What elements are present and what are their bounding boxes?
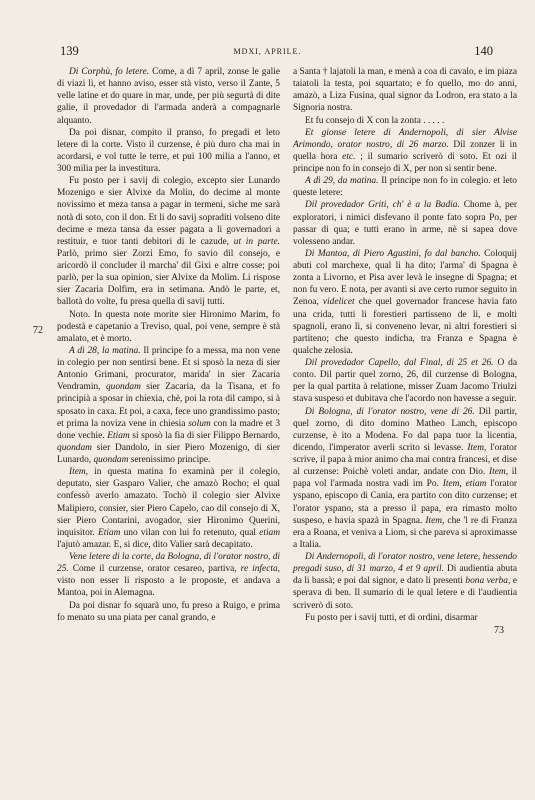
running-title: MDXI, APRILE.	[233, 47, 302, 56]
paragraph: A dì 28, la matina. Il principe fo a messa, ma non vene in colegio per non sentirsi bene. Et si sposò la neza di sier Antonio Grimani, procurator, marida' in sier Zacaria Vendramin, quondam sier Zacaria, da la Tisana, et fo principià a sposar in chiexia, chè, poi la rota dil campo, si à sposato in caxa. Et poi, a caxa, fece uno grandissimo pasto; et prima la noviza vene in chiesia solum con la madre et 3 done vechie. Etiam si sposò la fia di sier Filippo Bernardo, quondam sier Dandolo, in sier Piero Mozenigo, di sier Lunardo, quondam serenissimo principe.	[57, 345, 281, 465]
paragraph: Da poi disnar fo squarà uno, fu preso a Ruigo, e prima fo menato su una piata per canal grando, e	[57, 600, 280, 623]
margin-number-right: 73	[494, 625, 504, 636]
page-header	[0, 44, 535, 60]
paragraph: Dil provedador Capello, dal Final, di 25 et 26. O da conto. Dil partir quel zorno, 26, dil curzense di Bologna, per la qual partita à relatione, misser Zuam Jacomo Triulzi stava suspeso et dubitava che l'acordo non havesse a seguir.	[293, 358, 517, 405]
paragraph: a Santa † lajatoli la man, e menà a coa di cavalo, e im piaza taiatoli la testa, poi squartato; e fo quello, mo do anni, amazò, a Liza Fusina, qual signor da Lodron, era stato a la Signoria nostra.	[293, 67, 517, 114]
paragraph: Et gionse letere di Andernopoli, di sier Alvise Arimondo, orator nostro, di 26 marzo. Dil zonzer lì in quella hora etc. ; il sumario scriverò di soto. Et ozi il principe non fo in consejo di X, per non si sentir bene.	[293, 127, 517, 174]
paragraph: Di Bologna, di l'orator nostro, vene di 26. Dil partir, quel zorno, di dito domino Matheo Lanch, episcopo curzense, è ito a Modena. Fo dal papa tuor la licentia, dicendo, l'imperator averli scrito si levasse. Item, l'orator scrive, il papa à mior animo cha mai contra francesi, et dise al curzense: Poichè voleti andar, andate con Dio. Item, il papa vol l'armada nostra vadi im Po. Item, etiam l'orator yspano, episcopo di Cania, era partito con dito curzense; et l'orator yspano, sta a presso il papa, era rimasto molto suspeso, e havia spazà in Spagna. Item, che 'l re di Franza era a Roana, et veniva a Liom, si che pareva si aproximasse a Italia.	[293, 406, 518, 550]
left-column	[57, 66, 280, 624]
paragraph: Da poi disnar, compito il pranso, fo pregadi et leto letere di la corte. Visto il curzense, è più duro cha mai in acordarsi, e vol tutte le terre, et pui 100 milia a l'anno, et 300 milia per la investitura.	[57, 127, 280, 174]
paragraph: Dil provedador Griti, ch' è a la Badia. Chome à, per exploratori, i nimici disfevano il ponte fato sopra Po, per passar di qua; e tutti erano in arme, nè si sapea dove volesseno andar.	[293, 200, 517, 247]
paragraph: Di Mantoa, di Piero Agustini, fo dal bancho. Coloquij abuti col marchexe, qual li ha dito; l'arma' di Spagna è zonta a Livorno, et Pisa aver levà le insegne di Spagna; et non fu vero. E nota, per avanti si ave certo rumor seguito in Zenoa, videlicet che quel governador francese havia fato una crida, tutti li forestieri partisseno de lì, e molti spagnoli, erano lì, si conveneno levar, nì altri forestieri si partiteno; che questo indicha, tra Franza e Spagna è qualche zelosia.	[293, 248, 517, 356]
paragraph: Et fu consejo di X con la zonta . . . . .	[305, 115, 445, 126]
paragraph: Di Andernopoli, di l'orator nostro, vene letere, hessendo pregadi suso, di 31 marzo, 4 et 9 april. Di audientia abuta da li bassà; e poi dal signor, e dato li presenti bona verba, e sperava di ben. Il sumario di le qual letere e di l'audientia scriverò di soto.	[293, 552, 517, 611]
right-column	[293, 66, 517, 624]
paragraph: Fu posto per i savij di colegio, excepto sier Lunardo Mozenigo e sier Alvixe da Molin, do decime al monte novissimo et meza tansa a pagar in termeni, siche me sarà notà di soto, con il don. Et li do savij sopraditi volseno dite decime e meza tansa da esser pagata a li governadori a restituir, e tuor tanti debitori di le cazude, ut in parte. Parlò, primo sier Zorzi Emo, fo savio dil consejo, e aricordò il concluder il marcha' dil Gixi e altre cosse; poi parlò, per la sua opinion, sier Alvixe da Molim. Li rispose sier Zacaria Dolfim, era in setimana. Andò le parte, et, ballotà do volte, fu presa quella di savij tutti.	[57, 176, 280, 308]
paragraph: Noto. In questa note morite sier Hironimo Marim, fo podestà e capetanio a Treviso, qual, poi vene, sempre è stà amalato, et è morto.	[57, 309, 280, 344]
paragraph: A dì 29, da matina. Il principe non fo in colegio. et leto queste letere:	[293, 176, 517, 199]
paragraph: Di Corphù, fo letere. Come, a dì 7 april, zonse le galie di viazi lì, et hanno aviso, esser stà visto, verso il Zante, 5 velle latine et do quare in mar, unde, per più segurtà di dite galie, il provedador di l'armada anderà a compagnarle alquanto.	[57, 67, 281, 126]
paragraph: Item, in questa matina fo examinà per il colegio, deputato, sier Gasparo Valier, che amazò Rocho; el qual confessò averlo amazato. Tochò il colegio sier Alvixe Malipiero, consier, sier Piero Capelo, cao dil consejo di X, sier Piero Contarini, avogador, sier Hironimo Querini, inquisitor. Etiam uno vilan con lui fo retenuto, qual etiam l'ajutò amazar. E, si dice, dito Valier sarà decapitato.	[57, 467, 281, 550]
paragraph: Fu posto per i savij tutti, et di ordini, disarmar	[305, 612, 478, 623]
margin-number-left: 72	[33, 325, 43, 336]
page-number-left: 139	[60, 44, 79, 58]
page-number-right: 140	[474, 44, 493, 58]
paragraph: Vene letere di la corte, da Bologna, di l'orator nostro, di 25. Come il curzense, orator cesareo, partiva, re infecta, visto non esser li risposto a le proposte, et andava a Mantoa, poi in Alemagna.	[57, 552, 280, 599]
